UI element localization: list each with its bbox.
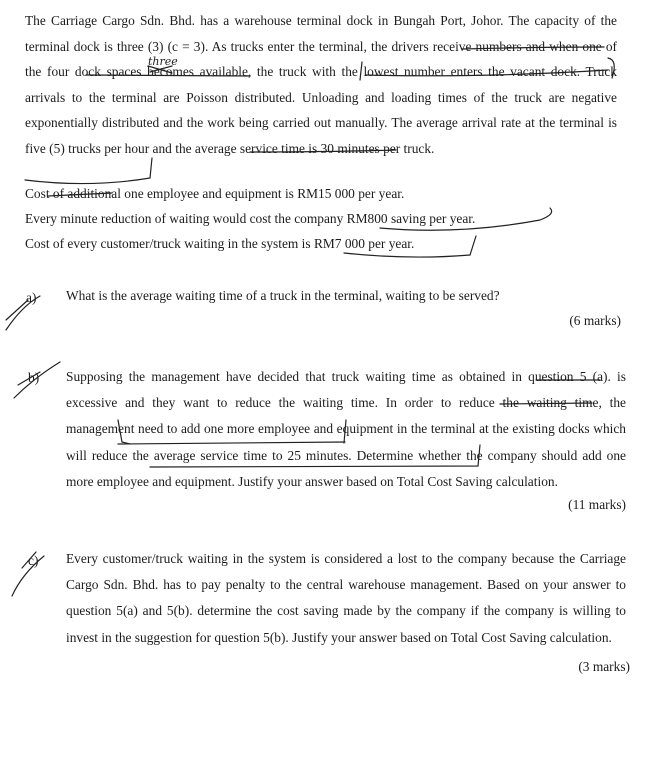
question-c-marks: (3 marks): [578, 659, 630, 674]
handwritten-three: three: [148, 55, 178, 68]
question-b-marks: (11 marks): [568, 497, 626, 512]
intro-paragraph: [25, 8, 617, 162]
question-b-text: Supposing the management have decided that truck waiting time as obtained in question 5 (a). is excessive and they want to reduce the waiting time. In order to reduce the waiting time, the management need to add one more employee and equipment in the terminal at the existing docks which will reduce the average service time to 25 minutes. Determine whether the company should add one more employee and equipment. Justify your answer based on Total Cost Saving calculation.: [66, 369, 626, 489]
cost-waiting-reduction: Every minute reduction of waiting would cost the company RM800 saving per year.: [25, 211, 476, 226]
question-a-text: What is the average waiting time of a truck in the terminal, waiting to be served?: [66, 288, 500, 303]
question-c-text: Every customer/truck waiting in the system is considered a lost to the company because the Carriage Cargo Sdn. Bhd. has to pay penalty to the central warehouse management. Based on your answer to question 5(a) and 5(b). determine the cost saving made by the company if the company is willing to invest in the suggestion for question 5(b). Justify your answer based on Total Cost Saving calculation.: [66, 551, 626, 645]
question-b-label: b): [28, 370, 40, 385]
intro-text: The Carriage Cargo Sdn. Bhd. has a warehouse terminal dock in Bungah Port, Johor. The capacity of the terminal dock is three (3) (c = 3). As trucks enter the terminal, the drivers receive numbers and when one of the four dock spaces becomes available, the truck with the lowest number enters the vacant dock. Truck arrivals to the terminal are Poisson distributed. Unloading and loading times of the truck are negative exponentially distributed and the work being carried out manually. The average arrival rate at the terminal is five (5) trucks per hour and the average service time is 30 minutes per truck.: [25, 13, 617, 156]
question-a-label: a): [26, 290, 37, 305]
bracket-minutes: [25, 158, 152, 184]
cost-customer-waiting: Cost of every customer/truck waiting in the system is RM7 000 per year.: [25, 236, 415, 251]
cost-employee: Cost of additional one employee and equipment is RM15 000 per year.: [25, 186, 405, 201]
question-a-marks: (6 marks): [569, 313, 621, 328]
question-c-label: c): [28, 553, 39, 568]
